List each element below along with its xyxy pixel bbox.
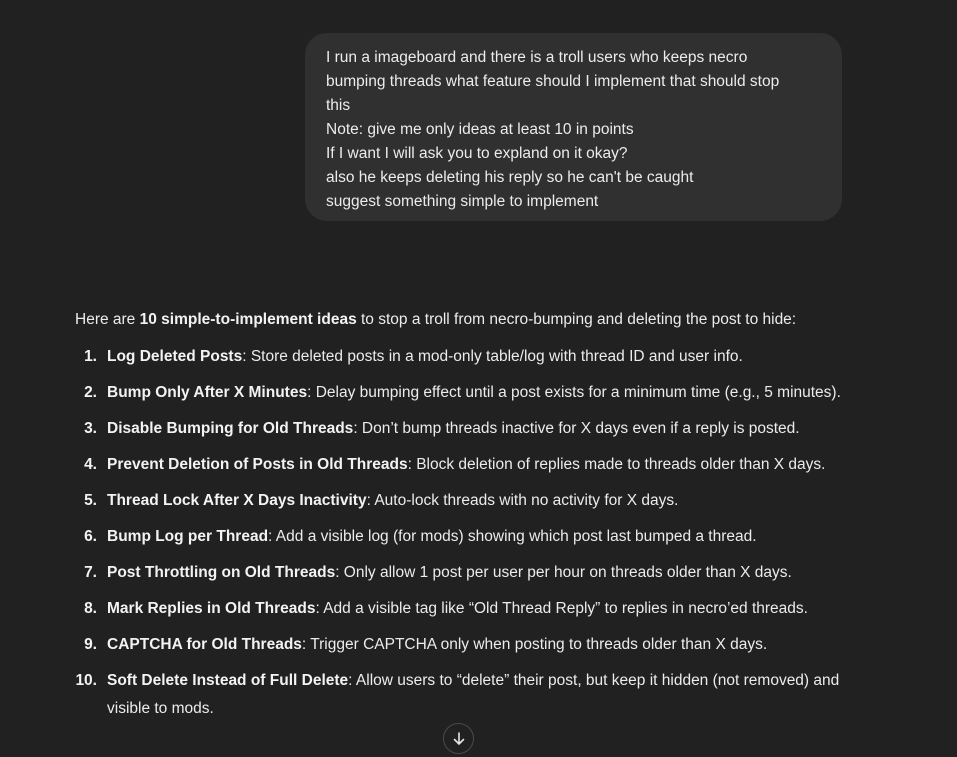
scroll-to-bottom-button[interactable] [443, 723, 474, 754]
list-item [75, 451, 865, 479]
item-text: : Allow users to “delete” their post, but keep it hidden (not removed) and visible to mods. [107, 672, 840, 717]
intro-suffix: to stop a troll from necro-bumping and deleting the post to hide: [356, 311, 797, 328]
item-title: Prevent Deletion of Posts in Old Threads [107, 456, 408, 473]
user-message-line: I run a imageboard and there is a troll users who keeps necro [326, 49, 748, 66]
item-number: 3. [84, 420, 97, 437]
item-number: 2. [84, 384, 97, 401]
list-item [75, 379, 865, 407]
user-message-line: bumping threads what feature should I implement that should stop [326, 73, 780, 90]
item-text: : Don’t bump threads inactive for X days even if a reply is posted. [353, 420, 800, 437]
item-text: : Add a visible tag like “Old Thread Reply” to replies in necro’ed threads. [315, 600, 808, 617]
item-text: : Auto-lock threads with no activity for X days. [366, 492, 679, 509]
intro-prefix: Here are [75, 311, 140, 328]
list-item [75, 595, 865, 623]
item-number: 7. [84, 564, 97, 581]
ideas-list [75, 343, 865, 723]
item-text: : Block deletion of replies made to threads older than X days. [407, 456, 826, 473]
item-title: Disable Bumping for Old Threads [107, 420, 354, 437]
item-text: : Add a visible log (for mods) showing which post last bumped a thread. [268, 528, 757, 545]
item-title: Log Deleted Posts [107, 348, 243, 365]
list-item [75, 343, 865, 371]
item-number: 8. [84, 600, 97, 617]
intro-bold: 10 simple-to-implement ideas [139, 311, 357, 328]
user-message-bubble [305, 33, 842, 221]
arrow-down-icon [451, 731, 467, 747]
list-item [75, 415, 865, 443]
item-title: Bump Only After X Minutes [107, 384, 308, 401]
user-message-line: Note: give me only ideas at least 10 in points [326, 121, 634, 138]
item-number: 5. [84, 492, 97, 509]
item-number: 9. [84, 636, 97, 653]
item-text: : Trigger CAPTCHA only when posting to threads older than X days. [301, 636, 768, 653]
item-number: 4. [84, 456, 97, 473]
item-text: : Delay bumping effect until a post exists for a minimum time (e.g., 5 minutes). [307, 384, 841, 401]
item-title: Post Throttling on Old Threads [107, 564, 336, 581]
list-item [75, 559, 865, 587]
assistant-response [75, 308, 865, 731]
item-text: : Store deleted posts in a mod-only table/log with thread ID and user info. [242, 348, 743, 365]
item-title: CAPTCHA for Old Threads [107, 636, 302, 653]
list-item [75, 487, 865, 515]
user-message-line: If I want I will ask you to expland on it okay? [326, 145, 628, 162]
item-text: : Only allow 1 post per user per hour on threads older than X days. [335, 564, 792, 581]
user-message-line: suggest something simple to implement [326, 193, 599, 210]
item-number: 6. [84, 528, 97, 545]
user-message-line: also he keeps deleting his reply so he can't be caught [326, 169, 694, 186]
item-number: 10. [75, 672, 97, 689]
assistant-intro [75, 308, 865, 332]
list-item [75, 631, 865, 659]
list-item [75, 667, 865, 723]
user-message-line: this [326, 97, 351, 114]
item-number: 1. [84, 348, 97, 365]
item-title: Bump Log per Thread [107, 528, 269, 545]
item-title: Soft Delete Instead of Full Delete [107, 672, 349, 689]
list-item [75, 523, 865, 551]
item-title: Thread Lock After X Days Inactivity [107, 492, 367, 509]
item-title: Mark Replies in Old Threads [107, 600, 316, 617]
